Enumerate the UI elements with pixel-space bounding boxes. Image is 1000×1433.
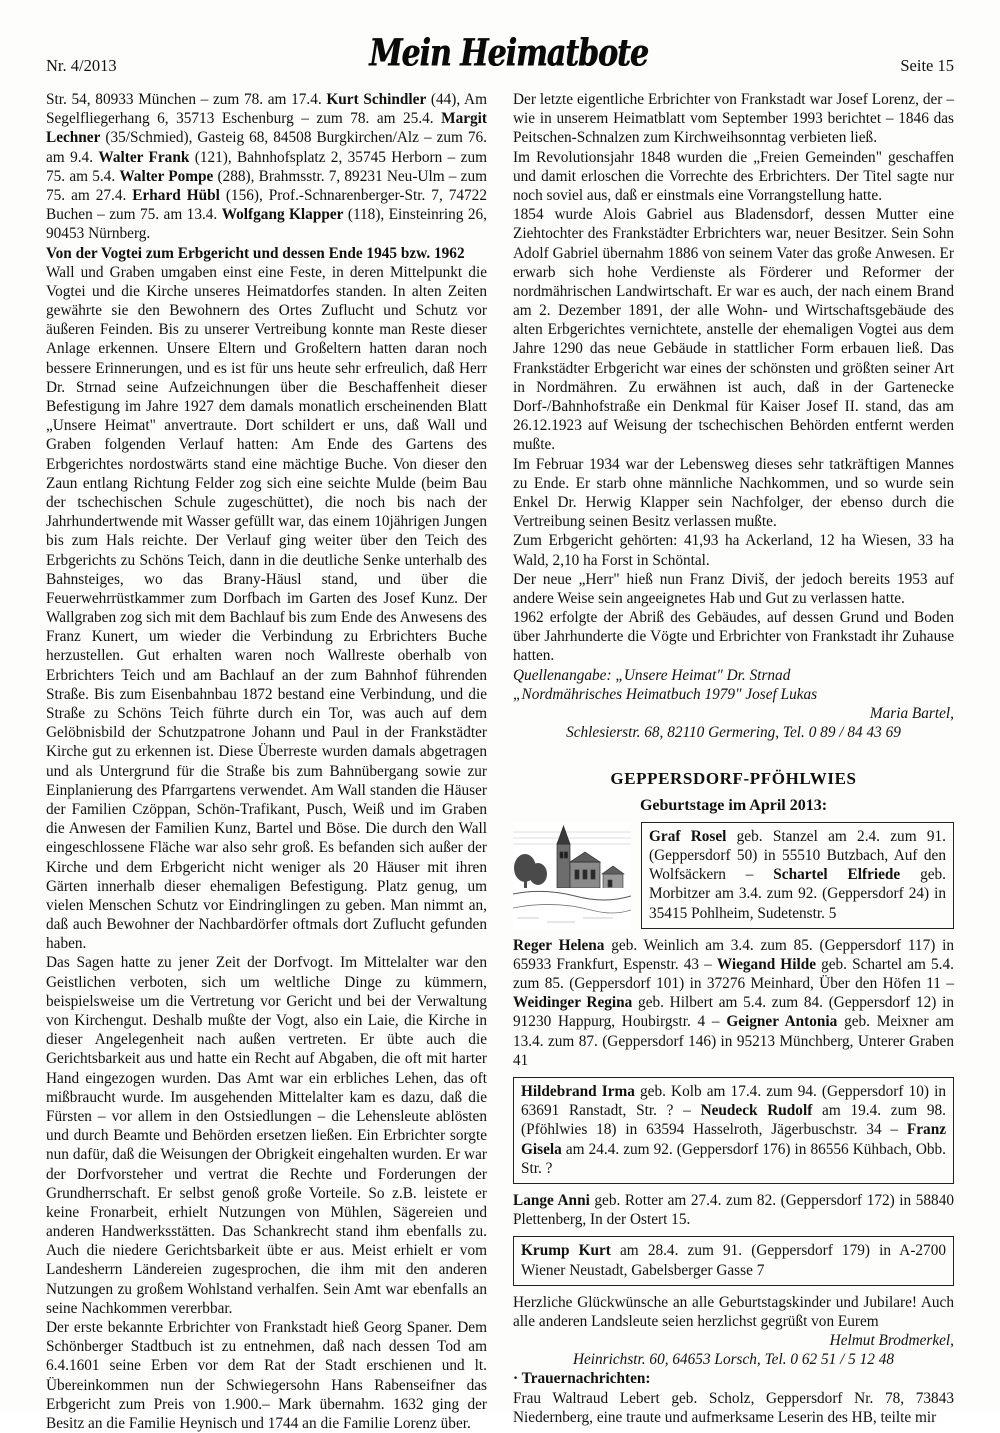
birthday-box-3: Krump Kurt am 28.4. zum 91. (Geppersdorf 179) in A-2700 Wiener Neustadt, Gabelsberger Gasse 7	[513, 1236, 954, 1285]
article-paragraph-8: Zum Erbgericht gehörten: 41,93 ha Ackerland, 12 ha Wiesen, 33 ha Wald, 2,10 ha Forst in Schöntal.	[513, 532, 954, 569]
geppersdorf-first-row	[513, 822, 954, 936]
article-paragraph-9: Der neue „Herr" hieß nun Franz Diviš, der jedoch bereits 1953 auf andere Weise sein angeeignetes Hab und Gut zu verlassen hatte.	[513, 570, 954, 607]
birthday-continuation-paragraph: Str. 54, 80933 München – zum 78. am 17.4. Kurt Schindler (44), Am Segelfliegerhang 6, 35713 Eschenburg – zum 78. am 25.4. Margit Lechner (35/Schmied), Gasteig 68, 84508 Burgkirchen/Alz – zum 76. am 9.4. Walter Frank (121), Bahnhofsplatz 2, 35745 Herborn – zum 75. am 5.4. Walter Pompe (288), Brahmsstr. 7, 89231 Neu-Ulm – zum 75. am 27.4. Erhard Hübl (156), Prof.-Schnarenberger-Str. 7, 74722 Buchen – zum 75. am 13.4. Wolfgang Klapper (118), Einsteinring 26, 90453 Nürnberg.	[46, 91, 487, 243]
birthday-paragraph-1: Reger Helena geb. Weinlich am 3.4. zum 85. (Geppersdorf 117) in 65933 Frankfurt, Espenstr. 43 – Wiegand Hilde geb. Schartel am 5.4. zum 85. (Geppersdorf 101) in 37276 Meinhard, Über den Höfen 11 – Weidinger Regina geb. Hilbert am 5.4. zum 84. (Geppersdorf 12) in 91230 Happurg, Houbirgstr. 4 – Geigner Antonia geb. Meixner am 13.4. zum 87. (Geppersdorf 146) in 95213 Münchberg, Unterer Graben 41	[513, 936, 955, 1069]
birthday-closing: Herzliche Glückwünsche an alle Geburtstagskinder und Jubilare! Auch alle anderen Landsleute seien herzlichst gegrüßt von Eurem	[513, 1293, 954, 1330]
article-paragraph-3: Der erste bekannte Erbrichter von Frankstadt hieß Georg Spaner. Dem Schönberger Stadtbuch ist zu entnehmen, daß nach dessen Tod am 6.4.1601 seine Erben vor dem Rat der Stadt erschienen und lt. Übereinkommen nun der Schwiegersohn Hans Rabenseifner das Erbgericht zum Preis von 1.900.– Mark übernahm. 1632 ging der Besitz an die Familie Heynisch und 1744 an die Familie Lorenz über.	[46, 1319, 487, 1432]
right-column	[513, 90, 955, 1426]
page-number: Seite 15	[900, 56, 954, 75]
publication-title: Mein Heimatbote	[369, 31, 648, 76]
geppersdorf-section-title: GEPPERSDORF-PFÖHLWIES	[610, 769, 857, 789]
source-line-2: „Nordmährisches Heimatbuch 1979" Josef Lukas	[513, 685, 818, 703]
geppersdorf-subtitle: Geburtstage im April 2013:	[639, 796, 828, 814]
source-line-1: Quellenangabe: „Unsere Heimat" Dr. Strnad	[513, 666, 791, 684]
church-village-illustration	[513, 822, 631, 930]
article-paragraph-5: Im Revolutionsjahr 1848 wurden die „Freien Gemeinden" geschaffen und damit erloschen die Vorrechte des Erbrichters. Der Titel sagte nur noch soviel aus, daß er einstmals eine Vorrangstellung hatte.	[513, 148, 954, 204]
article-paragraph-10: 1962 erfolgte der Abriß des Gebäudes, auf dessen Grund und Boden über Jahrhunderte die Vögte und Erbrichter von Frankstadt ihr Zuhause hatten.	[513, 609, 954, 665]
masthead	[46, 31, 954, 78]
two-column-body	[46, 90, 955, 1432]
article-paragraph-7: Im Februar 1934 war der Lebensweg dieses sehr tatkräftigen Mannes zu Ende. Er starb ohne männliche Nachkommen, und so wurde sein Enkel Dr. Herwig Klapper sein Nachfolger, der ebenso durch die Vertreibung seinen Besitz verlassen mußte.	[513, 455, 954, 531]
article-paragraph-1: Wall und Graben umgaben einst eine Feste, in deren Mittelpunkt die Vogtei und die Kirche unseres Heimatdorfes standen. In alten Zeiten gewährte sie den Bewohnern des Ortes Zuflucht und Schutz vor äußeren Feinden. Bis zu unserer Vertreibung konnte man Reste dieser Anlage erkennen. Unsere Eltern und Großeltern hatten daran noch bessere Erinnerungen, und es ist für uns heute sehr erfreulich, daß Herr Dr. Strnad seine Aufzeichnungen über die Beschaffenheit dieser Befestigung im Jahre 1927 dem damals monatlich erscheinenden Blatt „Unsere Heimat" anvertraute. Dort schildert er uns, daß Wall und Graben folgenden Verlauf hatten: Am Ende des Gartens des Erbgerichtes nordostwärts stand eine mächtige Buche. Von dieser den Zaun entlang Richtung Felder zog sich eine seichte Mulde (beim Bau der tschechischen Schule zugeschüttet), die noch bis nach der Jahrhundertwende mit Wasser gefüllt war, das einem 10jährigen Jungen bis zum Hals reichte. Der Verlauf ging weiter über den Teich des Erbgerichts zu Schöns Teich, dann in die deutliche Senke unterhalb des Bahnsteiges, wo das Brany-Häusl stand, und über die Feuerwehrrüstkammer zum Dorfbach im Garten des Josef Kunz. Der Wallgraben zog sich mit dem Bachlauf bis zum Ende des Anwesens des Franz Kunert, um wieder die Verbindung zu Erbrichters Buche herzustellen. Gut erhalten waren noch Wallreste oberhalb von Erbrichters Teich und am Bachlauf an der zum Bahnhof führenden Straße. Bis zum Eisenbahnbau 1872 bestand eine Verbindung, und die Straße zu Schöns Teich führte durch ein Tor, was auch auf dem Gelöbnisbild der Schutzpatrone Johann und Paul in der Frankstädter Kirche gut zu erkennen ist. Diese Überreste wurden damals abgetragen und als Untergrund für die Straße bis zum Bahnübergang sowie zur Einplanierung des Pfarrgartens verwendet. Am Wall standen die Häuser der Familien Czöppan, Schön-Trafikant, Pusch, Weiß und im Graben die Anwesen der Familien Kunz, Bartel und Böse. Die durch den Wall eingeschlossene Fläche war also sehr groß. Es befanden sich außer der Kirche und dem Erbgericht nicht weniger als 20 Häuser mit ihren Gärten innerhalb dieser ehemaligen Befestigung. Platz genug, um vielen Menschen Schutz vor Eindringlingen zu geben. Man nimmt an, daß auch Bewohner der Nachbardörfer oftmals dort Zuflucht gefunden haben.	[46, 263, 487, 953]
obituary-heading: · Trauernachrichten:	[513, 1369, 954, 1388]
birthday-box-1: Graf Rosel geb. Stanzel am 2.4. zum 91. (Geppersdorf 50) in 55510 Butzbach, Auf den Wolfsäckern – Schartel Elfriede geb. Morbitzer am 3.4. zum 92. (Geppersdorf 24) in 35415 Pohlheim, Sudetenstr. 5	[641, 822, 954, 929]
author-signature: Maria Bartel,	[869, 705, 954, 722]
obituary-paragraph: Frau Waltraud Lebert geb. Scholz, Geppersdorf Nr. 78, 73843 Niedernberg, eine traute und aufmerksame Leserin des HB, teilte mir	[513, 1389, 954, 1426]
article-heading: Von der Vogtei zum Erbgericht und dessen Ende 1945 bzw. 1962	[46, 244, 465, 262]
editor-address: Heinrichstr. 60, 64653 Lorsch, Tel. 0 62 51 / 5 12 48	[572, 1351, 895, 1369]
birthday-paragraph-2: Lange Anni geb. Rotter am 27.4. zum 82. (Geppersdorf 172) in 58840 Plettenberg, In der Ostert 15.	[513, 1191, 954, 1229]
article-paragraph-2: Das Sagen hatte zu jener Zeit der Dorfvogt. Im Mittelalter war den Geistlichen verboten, sich um weltliche Dinge zu kümmern, beispielsweise um die Vertretung vor Gericht und bei der Verwaltung von Kirchengut. Deshalb mußte der Vogt, also ein Laie, die Kirche in dieser Angelegenheit nach außen vertreten. Er übte auch die Gerichtsbarkeit aus und hatte ein Recht auf Abgaben, die oft mit harter Hand eingezogen wurden. Das Amt war ein erbliches Lehen, das oft mißbraucht wurde. Im ausgehenden Mittelalter kam es dazu, daß die Fürsten – vor allem in den Ostsiedlungen – die Lehensleute ablösten und durch Beamte und Behörden ersetzen ließen. Ein Erbrichter sorgte nun dafür, daß die Weisungen der Obrigkeit eingehalten wurden. Er war der Dorfvorsteher und vertrat die Rechte und Forderungen der Grundherrschaft. Er selbst genoß große Vorteile. So z.B. leistete er keine Fronarbeit, erhielt Nutzungen von Mühlen, Sägereien und anderen Handwerksstätten. Das Schankrecht stand ihm ebenfalls zu. Auch die niedere Gerichtsbarkeit übte er aus. Meist erhielt er vom Landesherrn Ländereien zugesprochen, die ihm mit den anderen Nutzungen zu großem Wohlstand verhalfen. Sein Amt war ebenfalls an seine Nachkommen vererbbar.	[46, 954, 487, 1317]
author-address: Schlesierstr. 68, 82110 Germering, Tel. 0 89 / 84 43 69	[566, 724, 901, 742]
article-paragraph-6: 1854 wurde Alois Gabriel aus Bladensdorf, dessen Mutter eine Ziehtochter des Frankstädter Erbrichters war, neuer Besitzer. Sein Sohn Adolf Gabriel übernahm 1886 von seinem Vater das große Anwesen. Er erwarb sich hohe Verdienste als Förderer und Reformer der nordmährischen Landwirtschaft. Er war es auch, der nach einem Brand am 2. Dezember 1891, der alle Wohn- und Wirtschaftsgebäude des alten Erbgerichtes vernichtete, anstelle der ehemaligen Vogtei aus dem Jahre 1290 das neue Gebäude in stattlicher Form erbauen ließ. Das Frankstädter Erbgericht war eines der schönsten und größten seiner Art in Nordmähren. Zu erwähnen ist auch, daß in der Gartenecke Dorf-/Bahnhofstraße ein Denkmal für Kaiser Josef II. stand, das am 26.12.1923 auf Weisung der tschechischen Behörden entfernt werden mußte.	[513, 206, 954, 454]
left-column	[46, 90, 487, 1432]
birthday-box-2: Hildebrand Irma geb. Kolb am 17.4. zum 94. (Geppersdorf 10) in 63691 Ranstadt, Str. ? – Neudeck Rudolf am 19.4. zum 98. (Pföhlwies 18) in 63594 Hasselroth, Jägerbuschstr. 34 – Franz Gisela am 24.4. zum 92. (Geppersdorf 176) in 86556 Kühbach, Obb. Str. ?	[513, 1077, 954, 1184]
issue-number: Nr. 4/2013	[46, 56, 117, 75]
article-paragraph-4: Der letzte eigentliche Erbrichter von Frankstadt war Josef Lorenz, der – wie in unserem Heimatblatt vom September 1993 berichtet – 1846 das Peitschen-Schnalzen zum Kirchweihsonntag verbieten ließ.	[513, 91, 954, 147]
editor-signature: Helmut Brodmerkel,	[829, 1332, 954, 1350]
